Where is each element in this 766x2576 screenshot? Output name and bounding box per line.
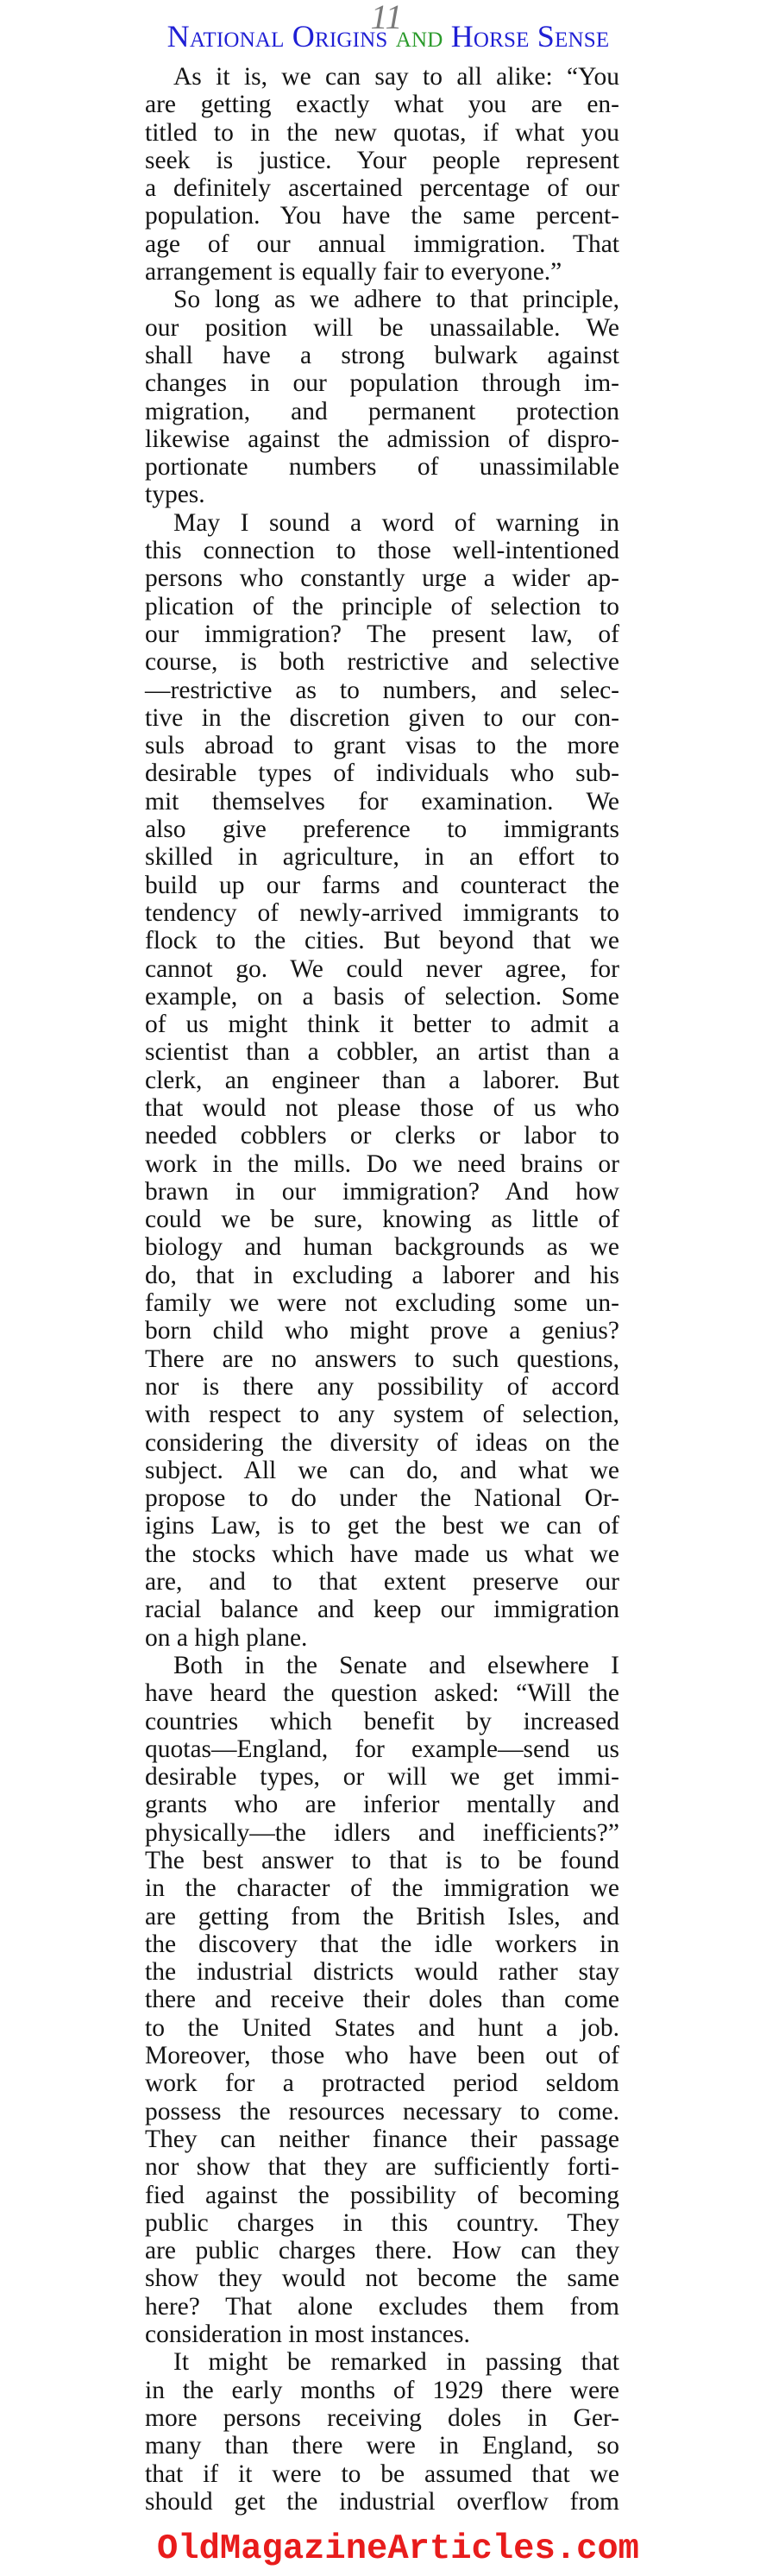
text-line: flock to the cities. But beyond that we [145,927,619,955]
text-line: are, and to that extent preserve our [145,1568,619,1597]
watermark: OldMagazineArticles.com [157,2529,639,2569]
text-line: So long as we adhere to that principle, [173,286,619,314]
text-line: scientist than a cobbler, an artist than a [145,1038,619,1067]
text-line: nor is there any possibility of accord [145,1372,619,1401]
text-line: portionate numbers of unassimilable [145,453,619,482]
text-line: considering the diversity of ideas on the [145,1428,619,1457]
text-line: with respect to any system of selection, [145,1401,619,1429]
text-line: desirable types, or will we get immi- [145,1763,619,1792]
text-line: cannot go. We could never agree, for [145,954,619,983]
paragraph [145,63,619,286]
title-part-and: and [395,19,443,54]
text-line: to the United States and hunt a job. [145,2013,619,2042]
text-line: the discovery that the idle workers in [145,1930,619,1958]
text-line: tendency of newly-arrived immigrants to [145,898,619,927]
text-line: clerk, an engineer than a laborer. But [145,1066,619,1094]
text-line: propose to do under the National Or- [145,1484,619,1513]
text-line: It might be remarked in passing that [173,2348,619,2377]
text-line: that if it were to be assumed that we [145,2459,619,2488]
text-line: example, on a basis of selection. Some [145,982,619,1011]
text-line: seek is justice. Your people represent [145,146,619,174]
text-line: of us might think it better to admit a [145,1011,619,1039]
text-line: build up our farms and counteract the [145,871,619,899]
text-line: a definitely ascertained percentage of our [145,174,619,203]
text-line: have heard the question asked: “Will the [145,1679,619,1708]
text-line: suls abroad to grant visas to the more [145,732,619,760]
text-line: course, is both restrictive and selective [145,648,619,677]
title-part-horse-sense: Horse Sense [450,19,610,54]
text-line: As it is, we can say to all alike: “You [173,63,619,91]
text-line: do, that in excluding a laborer and his [145,1261,619,1289]
text-line: also give preference to immigrants [145,816,619,844]
text-line: on a high plane. [145,1623,308,1652]
text-line: here? That alone excludes them from [145,2292,619,2321]
text-line: work for a protracted period seldom [145,2069,619,2098]
text-line: nor show that they are sufficiently forti- [145,2153,619,2182]
text-line: should get the industrial overflow from [145,2487,619,2516]
text-line: are getting exactly what you are en- [145,91,619,119]
text-line: titled to in the new quotas, if what you [145,118,619,147]
text-line: racial balance and keep our immigration [145,1596,619,1624]
text-line: public charges in this country. They [145,2208,619,2237]
text-line: show they would not become the same [145,2264,619,2293]
text-line: The best answer to that is to be found [145,1847,619,1874]
text-line: there and receive their doles than come [145,1986,619,2014]
text-line: countries which benefit by increased [145,1707,619,1735]
text-line: are public charges there. How can they [145,2237,619,2265]
text-line: biology and human backgrounds as we [145,1233,619,1262]
text-line: consideration in most instances. [145,2321,470,2349]
text-line: changes in our population through im- [145,369,619,398]
text-line: our position will be unassailable. We [145,313,619,342]
text-line: many than there were in England, so [145,2432,619,2460]
text-line: Moreover, those who have been out of [145,2042,619,2070]
text-line: the industrial districts would rather stay [145,1958,619,1987]
text-line: They can neither finance their passage [145,2125,619,2153]
text-line: that would not please those of us who [145,1093,619,1122]
text-line: types. [145,481,205,509]
paragraph [145,1652,619,2348]
text-line: desirable types of individuals who sub- [145,759,619,788]
text-line: There are no answers to such questions, [145,1345,619,1373]
text-line: likewise against the admission of dispro- [145,425,619,453]
text-line: persons who constantly urge a wider ap- [145,564,619,593]
text-line: physically—the idlers and inefficients?” [145,1818,619,1847]
text-line: in the early months of 1929 there were [145,2376,619,2404]
paragraph [145,286,619,508]
article-body [145,63,619,2516]
text-line: subject. All we can do, and what we [145,1456,619,1484]
text-line: could we be sure, knowing as little of [145,1206,619,1234]
text-line: shall have a strong bulwark against [145,341,619,369]
page-number: 11 [370,0,403,36]
text-line: possess the resources necessary to come. [145,2097,619,2126]
text-line: our immigration? The present law, of [145,620,619,648]
text-line: —restrictive as to numbers, and selec- [145,676,619,704]
text-line: population. You have the same percent- [145,202,619,230]
title-part-national-origins: National Origins [166,19,388,54]
text-line: family we were not excluding some un- [145,1289,619,1318]
text-line: the stocks which have made us what we [145,1540,619,1568]
text-line: grants who are inferior mentally and [145,1791,619,1819]
text-line: in the character of the immigration we [145,1874,619,1903]
text-line: age of our annual immigration. That [145,230,619,258]
text-line: skilled in agriculture, in an effort to [145,843,619,872]
text-line: quotas—England, for example—send us [145,1735,619,1763]
text-line: brawn in our immigration? And how [145,1177,619,1206]
text-line: arrangement is equally fair to everyone.” [145,258,562,287]
paragraph [145,509,619,1652]
text-line: needed cobblers or clerks or labor to [145,1122,619,1150]
text-line: are getting from the British Isles, and [145,1902,619,1930]
text-line: born child who might prove a genius? [145,1317,619,1345]
text-line: fied against the possibility of becoming [145,2181,619,2209]
text-line: this connection to those well-intentioned [145,537,619,565]
text-line: work in the mills. Do we need brains or [145,1149,619,1178]
text-line: Both in the Senate and elsewhere I [173,1651,619,1679]
article-title [102,19,675,54]
text-line: plication of the principle of selection to [145,592,619,620]
text-line: mit themselves for examination. We [145,787,619,816]
text-line: May I sound a word of warning in [173,508,619,537]
text-line: tive in the discretion given to our con- [145,703,619,732]
text-line: migration, and permanent protection [145,397,619,425]
text-line: igins Law, is to get the best we can of [145,1512,619,1540]
text-line: more persons receiving doles in Ger- [145,2403,619,2432]
paragraph [145,2348,619,2516]
